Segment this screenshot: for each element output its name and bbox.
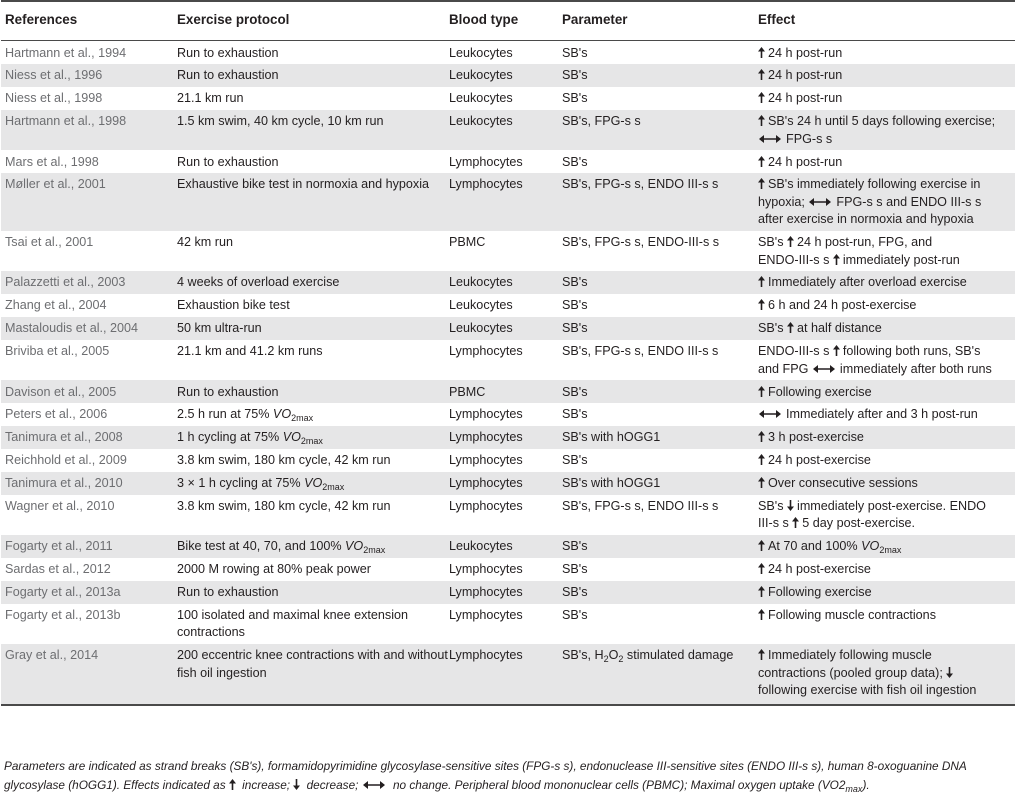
- effect-text: SB's: [758, 499, 788, 514]
- effect-text: contractions (pooled group data);: [758, 665, 947, 680]
- cell-effect: [758, 294, 1015, 317]
- cell-parameter: [562, 41, 758, 64]
- cell-exercise-protocol: [177, 317, 449, 340]
- table-row: [1, 294, 1015, 317]
- header-parameter: Parameter: [562, 1, 758, 41]
- cell-exercise-protocol: [177, 150, 449, 173]
- cell-exercise-protocol: [177, 581, 449, 604]
- effect-text: Following exercise: [768, 585, 872, 600]
- up-arrow-icon: [758, 586, 765, 597]
- protocol-text: Run to exhaustion: [177, 45, 279, 60]
- protocol-text: 3.8 km swim, 180 km cycle, 42 km run: [177, 499, 391, 514]
- up-arrow-icon: [792, 517, 799, 528]
- footnote-end: ).: [862, 778, 870, 792]
- effect-text: Following exercise: [768, 384, 872, 399]
- protocol-text: 21.1 km run: [177, 91, 244, 106]
- table-row: [1, 558, 1015, 581]
- cell-reference: Wagner et al., 2010: [5, 499, 115, 514]
- up-arrow-icon: [758, 477, 765, 488]
- cell-reference: Reichhold et al., 2009: [5, 453, 127, 468]
- up-arrow-icon: [758, 386, 765, 397]
- cell-effect: [758, 231, 1015, 271]
- table-row: [1, 340, 1015, 380]
- effect-text: 24 h post-run: [768, 91, 843, 106]
- cell-blood-type: Leukocytes: [449, 114, 513, 129]
- cell-effect: [758, 426, 1015, 449]
- cell-exercise-protocol: [177, 41, 449, 64]
- effect-text: Immediately after overload exercise: [768, 275, 967, 290]
- cell-blood-type: Leukocytes: [449, 91, 513, 106]
- effect-text: SB's: [758, 235, 788, 250]
- cell-exercise-protocol: [177, 380, 449, 403]
- down-arrow-icon: [293, 779, 300, 790]
- cell-effect: [758, 495, 1015, 535]
- cell-reference: Niess et al., 1998: [5, 91, 103, 106]
- cell-blood-type: Lymphocytes: [449, 608, 523, 623]
- cell-effect: [758, 644, 1015, 705]
- cell-effect: [758, 150, 1015, 173]
- cell-reference: Mars et al., 1998: [5, 154, 99, 169]
- up-arrow-icon: [758, 115, 765, 126]
- table-row: [1, 317, 1015, 340]
- cell-effect: [758, 380, 1015, 403]
- effect-text: ENDO-III-s s: [758, 252, 833, 267]
- cell-exercise-protocol: [177, 173, 449, 231]
- cell-exercise-protocol: [177, 64, 449, 87]
- cell-parameter: [562, 173, 758, 231]
- cell-blood-type: Lymphocytes: [449, 562, 523, 577]
- up-arrow-icon: [758, 563, 765, 574]
- protocol-text: 4 weeks of overload exercise: [177, 275, 340, 290]
- effect-text: 6 h and 24 h post-exercise: [768, 298, 917, 313]
- protocol-text: 21.1 km and 41.2 km runs: [177, 344, 323, 359]
- table-row: [1, 231, 1015, 271]
- cell-effect: [758, 472, 1015, 495]
- protocol-text: 50 km ultra-run: [177, 321, 262, 336]
- up-arrow-icon: [758, 47, 765, 58]
- cell-parameter: [562, 403, 758, 426]
- parameter-text: SB's: [562, 321, 588, 336]
- cell-exercise-protocol: [177, 426, 449, 449]
- cell-effect: [758, 110, 1015, 150]
- up-arrow-icon: [758, 454, 765, 465]
- cell-exercise-protocol: [177, 340, 449, 380]
- cell-blood-type: Lymphocytes: [449, 453, 523, 468]
- table-row: [1, 64, 1015, 87]
- parameter-text: SB's, $H_2O_2$ stimulated damage: [562, 648, 734, 665]
- up-arrow-icon: [833, 345, 840, 356]
- cell-exercise-protocol: [177, 472, 449, 495]
- protocol-text: Run to exhaustion: [177, 384, 279, 399]
- cell-exercise-protocol: [177, 558, 449, 581]
- left-right-arrow-icon: [809, 194, 831, 211]
- effect-text: FPG-s s and ENDO III-s s: [836, 194, 982, 209]
- effect-text: Immediately after and 3 h post-run: [786, 407, 978, 422]
- effect-text: 24 h post-run, FPG, and: [797, 235, 933, 250]
- effect-text: III-s s: [758, 516, 793, 531]
- parameter-text: SB's: [562, 154, 588, 169]
- cell-blood-type: Lymphocytes: [449, 644, 562, 705]
- footnote-text-a: glycosylase (hOGG1). Effects indicated as: [4, 778, 229, 792]
- down-arrow-icon: [787, 500, 794, 511]
- cell-exercise-protocol: [177, 495, 449, 535]
- exercise-dna-damage-table: [1, 0, 1015, 706]
- effect-text: hypoxia;: [758, 194, 809, 209]
- effect-text: immediately post-exercise. ENDO: [797, 499, 986, 514]
- parameter-text: SB's: [562, 453, 588, 468]
- footnote-nochange: no change. Peripheral blood mononuclear cells (PBMC); Maximal oxygen uptake (VO2: [389, 778, 846, 792]
- header-exercise-protocol: Exercise protocol: [177, 1, 449, 41]
- cell-blood-type: PBMC: [449, 384, 486, 399]
- table-row: [1, 472, 1015, 495]
- parameter-text: SB's: [562, 298, 588, 313]
- cell-blood-type: Leukocytes: [449, 45, 513, 60]
- cell-parameter: [562, 495, 758, 535]
- up-arrow-icon: [758, 156, 765, 167]
- cell-effect: [758, 41, 1015, 64]
- cell-reference: Mastaloudis et al., 2004: [5, 321, 139, 336]
- cell-effect: [758, 449, 1015, 472]
- protocol-text: 100 isolated and maximal knee extension contractions: [177, 608, 409, 640]
- cell-parameter: [562, 558, 758, 581]
- up-arrow-icon: [758, 431, 765, 442]
- protocol-text: Run to exhaustion: [177, 585, 279, 600]
- parameter-text: SB's with hOGG1: [562, 476, 661, 491]
- table-row: [1, 495, 1015, 535]
- protocol-text: 2.5 h run at 75% $VO_{2max}$: [177, 407, 314, 424]
- cell-blood-type: Lymphocytes: [449, 430, 523, 445]
- effect-text: At 70 and 100% $VO_{2max}$: [768, 539, 902, 556]
- table-footnote: [4, 757, 1012, 795]
- cell-reference: Tanimura et al., 2010: [5, 476, 123, 491]
- cell-blood-type: Lymphocytes: [449, 476, 523, 491]
- cell-parameter: [562, 271, 758, 294]
- table-row: [1, 380, 1015, 403]
- cell-blood-type: Leukocytes: [449, 68, 513, 83]
- cell-blood-type: Lymphocytes: [449, 499, 523, 514]
- cell-exercise-protocol: [177, 604, 449, 644]
- cell-parameter: [562, 449, 758, 472]
- effect-text: 24 h post-run: [768, 154, 843, 169]
- parameter-text: SB's with hOGG1: [562, 430, 661, 445]
- cell-effect: [758, 604, 1015, 644]
- cell-reference: Fogarty et al., 2013a: [5, 585, 121, 600]
- cell-reference: Peters et al., 2006: [5, 407, 108, 422]
- cell-blood-type: Lymphocytes: [449, 154, 523, 169]
- effect-text: at half distance: [797, 321, 882, 336]
- table-row: [1, 41, 1015, 64]
- protocol-text: 2000 M rowing at 80% peak power: [177, 562, 371, 577]
- cell-exercise-protocol: [177, 449, 449, 472]
- up-arrow-icon: [758, 540, 765, 551]
- parameter-text: SB's: [562, 275, 588, 290]
- cell-blood-type: Leukocytes: [449, 275, 513, 290]
- table-row: [1, 535, 1015, 558]
- cell-blood-type: Lymphocytes: [449, 344, 523, 359]
- cell-effect: [758, 173, 1015, 231]
- effect-text: following both runs, SB's: [842, 344, 981, 359]
- cell-reference: Davison et al., 2005: [5, 384, 117, 399]
- parameter-text: SB's: [562, 539, 588, 554]
- cell-exercise-protocol: [177, 294, 449, 317]
- cell-reference: Sardas et al., 2012: [5, 562, 111, 577]
- cell-parameter: [562, 87, 758, 110]
- cell-reference: Tsai et al., 2001: [5, 235, 94, 250]
- protocol-text: Bike test at 40, 70, and 100% $VO_{2max}$: [177, 539, 386, 556]
- parameter-text: SB's: [562, 45, 588, 60]
- cell-reference: Fogarty et al., 2011: [5, 539, 113, 554]
- effect-text: FPG-s s: [786, 131, 833, 146]
- table-row: [1, 271, 1015, 294]
- cell-reference: Palazzetti et al., 2003: [5, 275, 126, 290]
- table-row: [1, 403, 1015, 426]
- effect-text: SB's immediately following exercise in: [768, 177, 981, 192]
- up-arrow-icon: [758, 649, 765, 660]
- effect-text: 3 h post-exercise: [768, 430, 864, 445]
- cell-parameter: [562, 231, 758, 271]
- effect-text: ENDO-III-s s: [758, 344, 833, 359]
- effect-text: immediately post-run: [842, 252, 960, 267]
- cell-parameter: [562, 472, 758, 495]
- parameter-text: SB's: [562, 407, 588, 422]
- cell-reference: Hartmann et al., 1994: [5, 45, 127, 60]
- cell-parameter: [562, 110, 758, 150]
- cell-parameter: [562, 644, 758, 705]
- cell-effect: [758, 317, 1015, 340]
- down-arrow-icon: [946, 667, 953, 678]
- protocol-text: 1.5 km swim, 40 km cycle, 10 km run: [177, 114, 384, 129]
- up-arrow-icon: [758, 609, 765, 620]
- cell-parameter: [562, 380, 758, 403]
- effect-text: Following muscle contractions: [768, 608, 936, 623]
- parameter-text: SB's: [562, 562, 588, 577]
- left-right-arrow-icon: [813, 361, 835, 378]
- effect-text: after exercise in normoxia and hypoxia: [758, 212, 974, 227]
- left-right-arrow-icon: [759, 131, 781, 148]
- cell-reference: Briviba et al., 2005: [5, 344, 110, 359]
- parameter-text: SB's: [562, 384, 588, 399]
- effect-text: immediately after both runs: [839, 361, 992, 376]
- table-header-row: [1, 1, 1015, 41]
- up-arrow-icon: [758, 92, 765, 103]
- cell-effect: [758, 535, 1015, 558]
- cell-parameter: [562, 581, 758, 604]
- cell-blood-type: Lymphocytes: [449, 177, 523, 192]
- table-row: [1, 604, 1015, 644]
- protocol-text: Run to exhaustion: [177, 68, 279, 83]
- cell-exercise-protocol: [177, 644, 449, 705]
- protocol-text: 42 km run: [177, 235, 233, 250]
- table-row: [1, 150, 1015, 173]
- cell-effect: [758, 64, 1015, 87]
- effect-text: SB's 24 h until 5 days following exercise;: [768, 114, 996, 129]
- parameter-text: SB's: [562, 68, 588, 83]
- cell-blood-type: Leukocytes: [449, 539, 513, 554]
- cell-exercise-protocol: [177, 87, 449, 110]
- protocol-text: Exhaustion bike test: [177, 298, 290, 313]
- footnote-line-2: [4, 776, 1012, 795]
- table-row: [1, 644, 1015, 705]
- footnote-line-1: Parameters are indicated as strand breaks (SB's), formamidopyrimidine glycosylase-sensitive sites (FPG-s s), endonuclease III-sensitive sites (ENDO III-s s), human 8-oxoguanine DNA: [4, 759, 967, 773]
- up-arrow-icon: [229, 779, 236, 790]
- up-arrow-icon: [758, 276, 765, 287]
- parameter-text: SB's: [562, 91, 588, 106]
- cell-blood-type: Leukocytes: [449, 321, 513, 336]
- up-arrow-icon: [758, 299, 765, 310]
- cell-parameter: [562, 604, 758, 644]
- parameter-text: SB's, FPG-s s: [562, 114, 641, 129]
- cell-reference: Hartmann et al., 1998: [5, 114, 127, 129]
- cell-reference: Tanimura et al., 2008: [5, 430, 123, 445]
- cell-exercise-protocol: [177, 271, 449, 294]
- effect-text: and FPG: [758, 361, 812, 376]
- cell-parameter: [562, 64, 758, 87]
- left-right-arrow-icon: [363, 776, 385, 795]
- cell-blood-type: Lymphocytes: [449, 407, 523, 422]
- cell-effect: [758, 558, 1015, 581]
- cell-blood-type: PBMC: [449, 235, 486, 250]
- parameter-text: SB's: [562, 608, 588, 623]
- up-arrow-icon: [758, 69, 765, 80]
- cell-parameter: [562, 150, 758, 173]
- protocol-text: Exhaustive bike test in normoxia and hypoxia: [177, 177, 430, 192]
- effect-text: 24 h post-run: [768, 68, 843, 83]
- left-right-arrow-icon: [759, 406, 781, 423]
- cell-effect: [758, 271, 1015, 294]
- protocol-text: Run to exhaustion: [177, 154, 279, 169]
- cell-reference: Zhang et al., 2004: [5, 298, 107, 313]
- cell-blood-type: Leukocytes: [449, 298, 513, 313]
- up-arrow-icon: [787, 322, 794, 333]
- parameter-text: SB's, FPG-s s, ENDO III-s s: [562, 177, 719, 192]
- protocol-text: 200 eccentric knee contractions with and without fish oil ingestion: [177, 648, 448, 680]
- effect-text: SB's: [758, 321, 788, 336]
- cell-parameter: [562, 340, 758, 380]
- effect-text: 24 h post-exercise: [768, 562, 871, 577]
- cell-exercise-protocol: [177, 231, 449, 271]
- footnote-decrease: decrease;: [303, 778, 362, 792]
- header-effect: Effect: [758, 1, 1015, 41]
- effect-text: following exercise with fish oil ingestion: [758, 683, 977, 698]
- cell-parameter: [562, 317, 758, 340]
- effect-text: Immediately following muscle: [768, 648, 932, 663]
- cell-exercise-protocol: [177, 403, 449, 426]
- up-arrow-icon: [787, 236, 794, 247]
- up-arrow-icon: [833, 254, 840, 265]
- up-arrow-icon: [758, 178, 765, 189]
- effect-text: Over consecutive sessions: [768, 476, 918, 491]
- cell-effect: [758, 87, 1015, 110]
- cell-effect: [758, 340, 1015, 380]
- cell-reference: Møller et al., 2001: [5, 177, 106, 192]
- cell-reference: Niess et al., 1996: [5, 68, 103, 83]
- footnote-increase: increase;: [238, 778, 294, 792]
- cell-parameter: [562, 535, 758, 558]
- table-body: [1, 41, 1015, 705]
- effect-text: 24 h post-exercise: [768, 453, 871, 468]
- header-blood-type: Blood type: [449, 1, 562, 41]
- table-row: [1, 87, 1015, 110]
- effect-text: 24 h post-run: [768, 45, 843, 60]
- cell-parameter: [562, 294, 758, 317]
- table-row: [1, 449, 1015, 472]
- parameter-text: SB's: [562, 585, 588, 600]
- parameter-text: SB's, FPG-s s, ENDO III-s s: [562, 344, 719, 359]
- header-references: References: [1, 1, 177, 41]
- table-row: [1, 173, 1015, 231]
- cell-exercise-protocol: [177, 535, 449, 558]
- parameter-text: SB's, FPG-s s, ENDO-III-s s: [562, 235, 720, 250]
- effect-text: 5 day post-exercise.: [802, 516, 915, 531]
- cell-reference: Fogarty et al., 2013b: [5, 608, 121, 623]
- footnote-max-subscript: max: [845, 784, 863, 794]
- protocol-text: 1 h cycling at 75% $VO_{2max}$: [177, 430, 323, 447]
- parameter-text: SB's, FPG-s s, ENDO III-s s: [562, 499, 719, 514]
- cell-effect: [758, 403, 1015, 426]
- cell-effect: [758, 581, 1015, 604]
- cell-blood-type: Lymphocytes: [449, 585, 523, 600]
- table-row: [1, 581, 1015, 604]
- cell-parameter: [562, 426, 758, 449]
- protocol-text: 3.8 km swim, 180 km cycle, 42 km run: [177, 453, 391, 468]
- cell-exercise-protocol: [177, 110, 449, 150]
- table-row: [1, 426, 1015, 449]
- protocol-text: 3 × 1 h cycling at 75% $VO_{2max}$: [177, 476, 345, 493]
- table-row: [1, 110, 1015, 150]
- cell-reference: Gray et al., 2014: [1, 644, 177, 705]
